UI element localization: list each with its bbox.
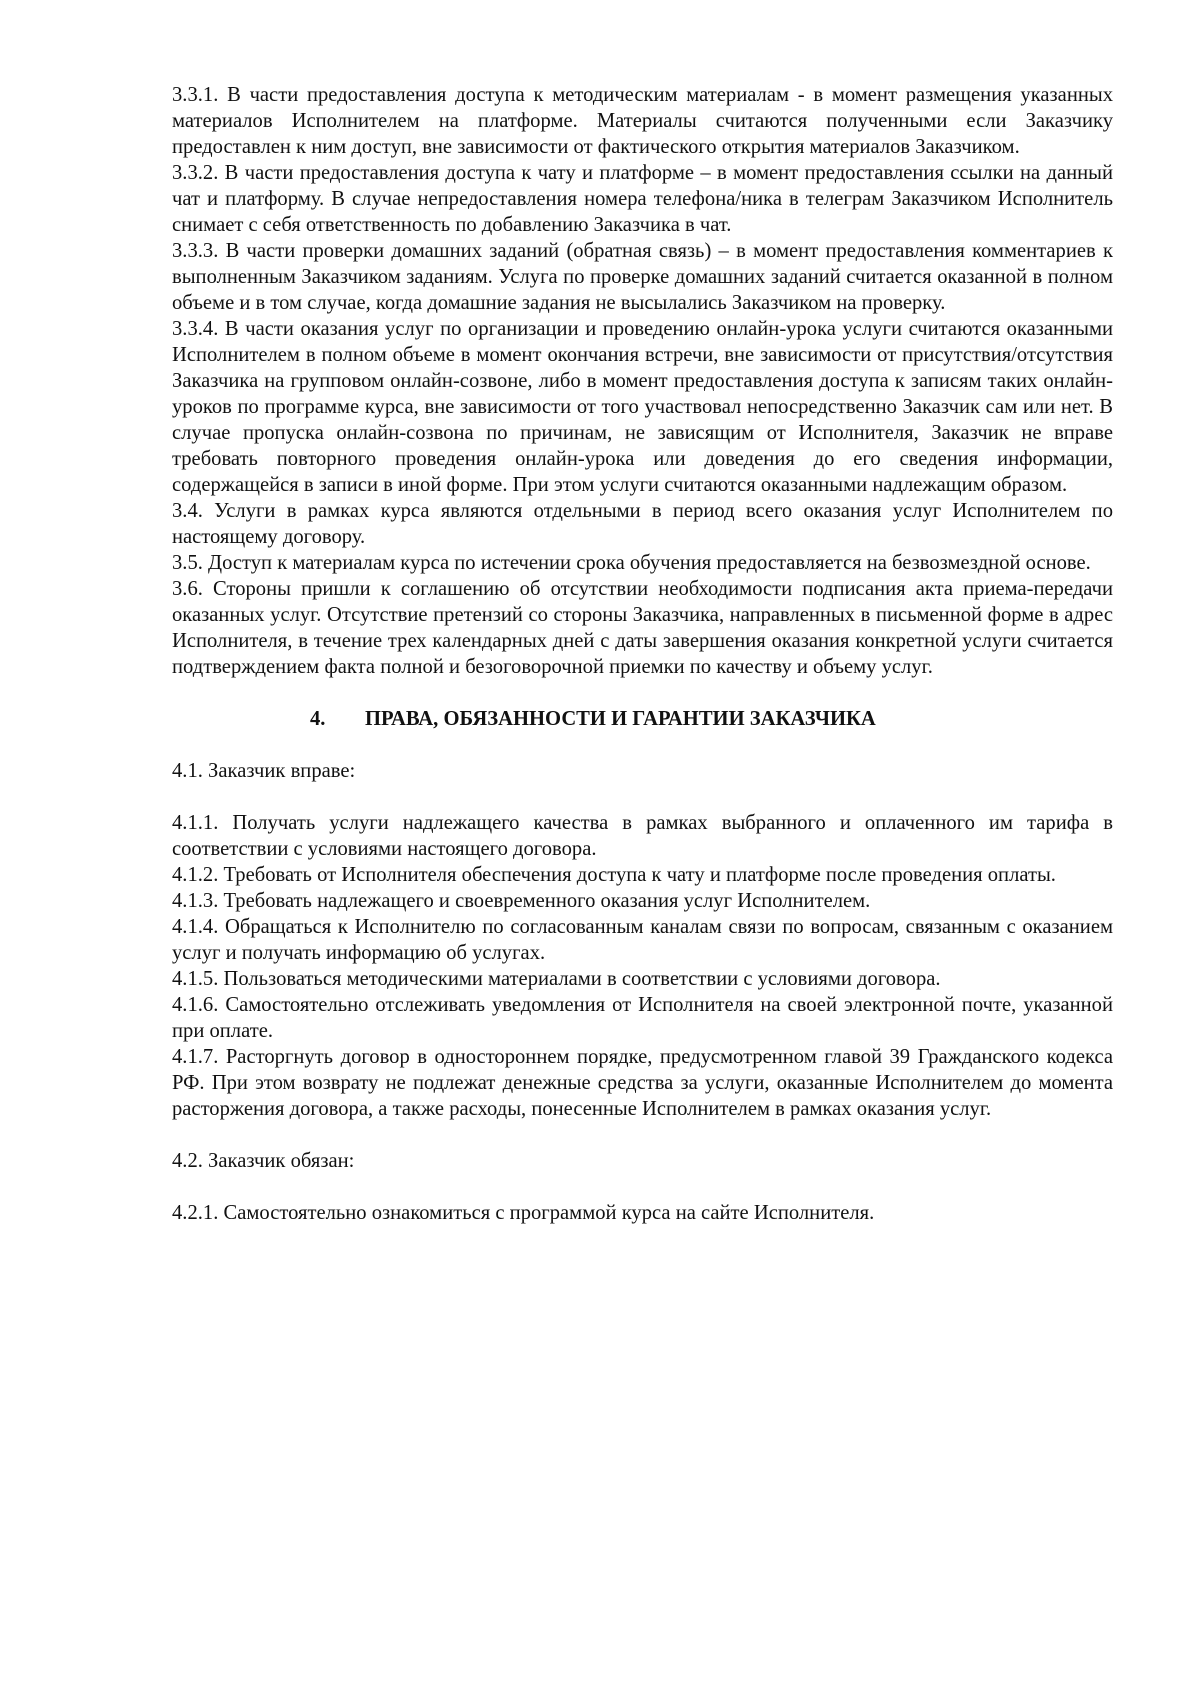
spacer [172, 784, 1113, 810]
clause-3-6: 3.6. Стороны пришли к соглашению об отсутствии необходимости подписания акта приема-передачи оказанных услуг. Отсутствие претензий со стороны Заказчика, направленных в письменной форме в адрес Исполнителя, в течение трех календарных дней с даты завершения оказания конкретной услуги считается подтверждением факта полной и безоговорочной приемки по качеству и объему услуг. [172, 578, 1113, 678]
clause-4-1-5: 4.1.5. Пользоваться методическими материалами в соответствии с условиями договора. [172, 968, 941, 990]
clause-4-1-1: 4.1.1. Получать услуги надлежащего качества в рамках выбранного и оплаченного им тарифа в соответствии с условиями настоящего договора. [172, 812, 1113, 860]
clause-4-1-intro: 4.1. Заказчик вправе: [172, 760, 356, 782]
clause-4-1-3: 4.1.3. Требовать надлежащего и своевременного оказания услуг Исполнителем. [172, 890, 871, 912]
clause-3-3-3: 3.3.3. В части проверки домашних заданий (обратная связь) – в момент предоставления комментариев к выполненным Заказчиком заданиям. Услуга по проверке домашних заданий считается оказанной в полном объеме и в том случае, когда домашние задания не высылались Заказчиком на проверку. [172, 240, 1113, 314]
spacer [172, 732, 1113, 758]
clause-3-3-2: 3.3.2. В части предоставления доступа к чату и платформе – в момент предоставления ссылки на данный чат и платформу. В случае непредоставления номера телефона/ника в телеграм Заказчиком Исполнитель снимает с себя ответственность по добавлению Заказчика в чат. [172, 162, 1113, 236]
clause-4-2-1: 4.2.1. Самостоятельно ознакомиться с программой курса на сайте Исполнителя. [172, 1202, 875, 1224]
spacer [172, 680, 1113, 706]
section-number: 4. [310, 708, 326, 730]
clause-4-1-2: 4.1.2. Требовать от Исполнителя обеспечения доступа к чату и платформе после проведения оплаты. [172, 864, 1056, 886]
section-4-heading [172, 706, 1113, 732]
clause-3-3-4: 3.3.4. В части оказания услуг по организации и проведению онлайн-урока услуги считаются оказанными Исполнителем в полном объеме в момент окончания встречи, вне зависимости от присутствия/отсутствия Заказчика на групповом онлайн-созвоне, либо в момент предоставления доступа к записям таких онлайн-уроков по программе курса, вне зависимости от того участвовал непосредственно Заказчик сам или нет. В случае пропуска онлайн-созвона по причинам, не зависящим от Исполнителя, Заказчик не вправе требовать повторного проведения онлайн-урока или доведения до его сведения информации, содержащейся в записи в иной форме. При этом услуги считаются оказанными надлежащим образом. [172, 318, 1113, 496]
clause-3-5: 3.5. Доступ к материалам курса по истечении срока обучения предоставляется на безвозмездной основе. [172, 552, 1091, 574]
spacer [172, 1174, 1113, 1200]
document-page [172, 82, 1113, 1226]
clause-3-3-1: 3.3.1. В части предоставления доступа к методическим материалам - в момент размещения указанных материалов Исполнителем на платформе. Материалы считаются полученными если Заказчику предоставлен к ним доступ, вне зависимости от фактического открытия материалов Заказчиком. [172, 84, 1113, 158]
clause-4-1-6: 4.1.6. Самостоятельно отслеживать уведомления от Исполнителя на своей электронной почте, указанной при оплате. [172, 994, 1113, 1042]
clause-4-1-4: 4.1.4. Обращаться к Исполнителю по согласованным каналам связи по вопросам, связанным с оказанием услуг и получать информацию об услугах. [172, 916, 1113, 964]
clause-3-4: 3.4. Услуги в рамках курса являются отдельными в период всего оказания услуг Исполнителем по настоящему договору. [172, 500, 1113, 548]
section-title: ПРАВА, ОБЯЗАННОСТИ И ГАРАНТИИ ЗАКАЗЧИКА [365, 708, 876, 730]
clause-4-1-7: 4.1.7. Расторгнуть договор в одностороннем порядке, предусмотренном главой 39 Гражданского кодекса РФ. При этом возврату не подлежат денежные средства за услуги, оказанные Исполнителем до момента расторжения договора, а также расходы, понесенные Исполнителем в рамках оказания услуг. [172, 1046, 1113, 1120]
clause-4-2-intro: 4.2. Заказчик обязан: [172, 1150, 355, 1172]
spacer [172, 1122, 1113, 1148]
